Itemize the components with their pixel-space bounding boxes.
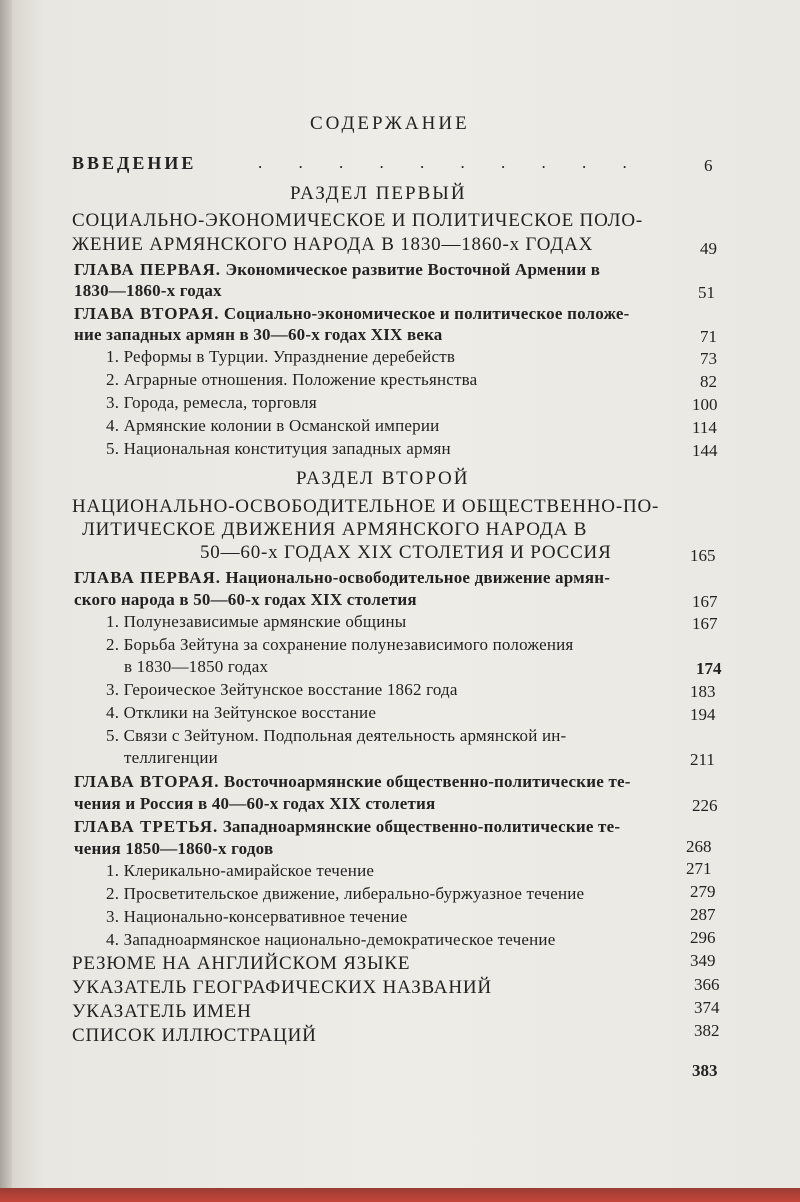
part2-ch1-item-page: 194: [690, 705, 716, 724]
part1-ch1-page: 51: [698, 283, 715, 302]
part1-ch2-item: 1. Реформы в Турции. Упразднение деребейств: [106, 347, 456, 366]
part1-ch2-item-page: 100: [692, 395, 718, 414]
part1-ch2-page: 71: [700, 327, 717, 346]
part2-ch3-text1: Западноармянские общественно-политические те-: [222, 817, 621, 836]
part1-ch2-item: 2. Аграрные отношения. Положение крестьянства: [106, 370, 478, 389]
appendix-item-page: 374: [694, 998, 720, 1017]
appendix-item: УКАЗАТЕЛЬ ГЕОГРАФИЧЕСКИХ НАЗВАНИЙ: [72, 977, 492, 998]
part2-title-line2: ЛИТИЧЕСКОЕ ДВИЖЕНИЯ АРМЯНСКОГО НАРОДА В: [82, 519, 588, 540]
part2-ch1-item: 1. Полунезависимые армянские общины: [106, 612, 407, 631]
part2-ch3-label: ГЛАВА ТРЕТЬЯ.: [74, 817, 219, 836]
appendix-item-page: 349: [690, 951, 716, 970]
part1-ch1-line1: [74, 259, 600, 281]
appendix-item-page: 366: [694, 975, 720, 994]
part2-ch1-page: 167: [692, 592, 718, 611]
part2-ch3-item: 2. Просветительское движение, либерально-буржуазное течение: [106, 884, 585, 903]
part1-ch1-label: ГЛАВА ПЕРВАЯ.: [74, 260, 222, 279]
part1-ch2-item: 5. Национальная конституция западных армян: [106, 439, 451, 458]
appendix-item-page: 382: [694, 1021, 720, 1040]
part2-ch3-item-page: 296: [690, 928, 716, 947]
appendix-item: УКАЗАТЕЛЬ ИМЕН: [72, 1001, 252, 1022]
part1-ch2-item-page: 82: [700, 372, 717, 391]
contents-title: СОДЕРЖАНИЕ: [310, 113, 470, 134]
part2-ch3-line1: [74, 816, 620, 838]
intro-dots: . . . . . . . . . .: [258, 153, 643, 172]
part2-ch3-item-page: 271: [686, 859, 712, 878]
part1-ch2-item-page: 144: [692, 441, 718, 460]
page-number: 383: [692, 1061, 718, 1080]
part1-ch2-text1: Социально-экономическое и политическое положе-: [223, 304, 630, 323]
part2-ch2-label: ГЛАВА ВТОРАЯ.: [74, 772, 220, 791]
part1-ch2-line1: [74, 303, 629, 325]
part1-title-line2: ЖЕНИЕ АРМЯНСКОГО НАРОДА В 1830—1860-х ГОДАХ: [72, 234, 594, 255]
part2-ch1-label: ГЛАВА ПЕРВАЯ.: [74, 568, 222, 587]
part2-ch1-item-page: 167: [692, 614, 718, 633]
part2-ch2-page: 226: [692, 796, 718, 815]
book-spine-edge: [0, 0, 12, 1202]
part1-ch2-item: 4. Армянские колонии в Османской империи: [106, 416, 440, 435]
part2-ch3-item-page: 279: [690, 882, 716, 901]
part1-ch1-text2: 1830—1860-х годах: [74, 281, 222, 300]
part2-ch1-item-page: 174: [696, 659, 722, 678]
part1-title-line1: СОЦИАЛЬНО-ЭКОНОМИЧЕСКОЕ И ПОЛИТИЧЕСКОЕ ПОЛО-: [72, 210, 643, 231]
part1-heading: РАЗДЕЛ ПЕРВЫЙ: [290, 183, 467, 204]
part1-ch2-label: ГЛАВА ВТОРАЯ.: [74, 304, 220, 323]
part1-ch2-item-page: 73: [700, 349, 717, 368]
part2-ch1-text2: ского народа в 50—60-х годах XIX столетия: [74, 590, 417, 609]
part2-ch2-text2: чения и Россия в 40—60-х годах XIX столетия: [74, 794, 436, 813]
part2-title-line1: НАЦИОНАЛЬНО-ОСВОБОДИТЕЛЬНОЕ И ОБЩЕСТВЕННО-ПО-: [72, 496, 660, 517]
part1-ch2-item: 3. Города, ремесла, торговля: [106, 393, 317, 412]
appendix-item: СПИСОК ИЛЛЮСТРАЦИЙ: [72, 1025, 317, 1046]
part1-page: 49: [700, 239, 717, 258]
part2-ch3-page: 268: [686, 837, 712, 856]
intro-page: 6: [704, 156, 713, 175]
intro-label: ВВЕДЕНИЕ: [72, 153, 197, 173]
part2-ch3-item-page: 287: [690, 905, 716, 924]
part2-ch1-item-page: 211: [690, 750, 715, 769]
appendix-item: РЕЗЮМЕ НА АНГЛИЙСКОМ ЯЗЫКЕ: [72, 953, 411, 974]
part2-ch1-text1: Национально-освободительное движение армян-: [225, 568, 611, 587]
part2-ch1-item-cont: теллигенции: [124, 748, 218, 767]
part2-heading: РАЗДЕЛ ВТОРОЙ: [296, 468, 470, 489]
part2-ch1-line1: [74, 567, 610, 589]
part2-ch1-item-page: 183: [690, 682, 716, 701]
part2-page: 165: [690, 546, 716, 565]
part1-ch2-text2: ние западных армян в 30—60-х годах XIX века: [74, 325, 443, 344]
part1-ch1-text1: Экономическое развитие Восточной Армении в: [225, 260, 601, 279]
part2-ch1-item: 5. Связи с Зейтуном. Подпольная деятельность армянской ин-: [106, 726, 567, 745]
part1-ch2-item-page: 114: [692, 418, 717, 437]
part2-ch3-text2: чения 1850—1860-х годов: [74, 839, 274, 858]
part2-ch3-item: 1. Клерикально-амирайское течение: [106, 861, 375, 880]
part2-ch2-line1: [74, 771, 631, 793]
part2-title-line3: 50—60-х ГОДАХ XIX СТОЛЕТИЯ И РОССИЯ: [200, 542, 612, 563]
part2-ch2-text1: Восточноармянские общественно-политические те-: [223, 772, 631, 791]
part2-ch1-item: 4. Отклики на Зейтунское восстание: [106, 703, 377, 722]
part2-ch3-item: 3. Национально-консервативное течение: [106, 907, 408, 926]
part2-ch1-item-cont: в 1830—1850 годах: [124, 657, 269, 676]
book-cover-edge: [0, 1188, 800, 1202]
part2-ch1-item: 3. Героическое Зейтунское восстание 1862 года: [106, 680, 458, 699]
part2-ch1-item: 2. Борьба Зейтуна за сохранение полунезависимого положения: [106, 635, 574, 654]
part2-ch3-item: 4. Западноармянское национально-демократическое течение: [106, 930, 556, 949]
